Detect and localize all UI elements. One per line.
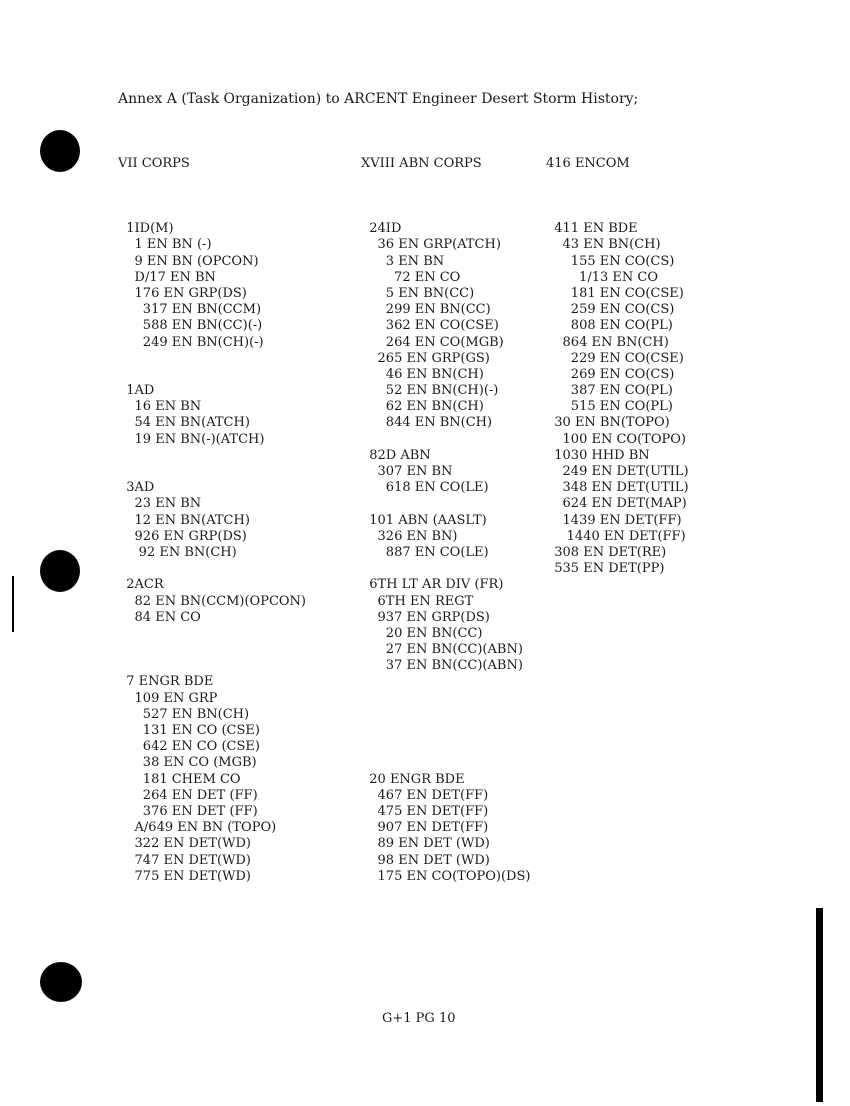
unit-line: 887 EN CO(LE) — [361, 544, 489, 560]
unit-line: 176 EN GRP(DS) — [118, 285, 247, 301]
unit-line: 3AD — [118, 480, 155, 496]
column-vii-corps — [118, 124, 306, 901]
unit-line: 101 ABN (AASLT) — [361, 512, 487, 528]
unit-line: 6TH EN REGT — [361, 593, 474, 609]
unit-line — [118, 561, 306, 577]
unit-line — [118, 626, 306, 642]
unit-line: 72 EN CO — [361, 269, 461, 285]
unit-line: 747 EN DET(WD) — [118, 852, 251, 868]
unit-line: 775 EN DET(WD) — [118, 868, 251, 884]
unit-line: 249 EN DET(UTIL) — [546, 464, 689, 480]
unit-line: 12 EN BN(ATCH) — [118, 512, 250, 528]
unit-line: 1 EN BN (-) — [118, 237, 212, 253]
unit-line: 265 EN GRP(GS) — [361, 350, 490, 366]
unit-line: 27 EN BN(CC)(ABN) — [361, 642, 523, 658]
unit-line: 37 EN BN(CC)(ABN) — [361, 658, 523, 674]
unit-line: 2ACR — [118, 577, 164, 593]
unit-line: 20 EN BN(CC) — [361, 625, 483, 641]
unit-line — [118, 642, 306, 658]
unit-line: 19 EN BN(-)(ATCH) — [118, 431, 265, 447]
unit-line: 907 EN DET(FF) — [361, 820, 489, 836]
unit-line: 6TH LT AR DIV (FR) — [361, 577, 504, 593]
unit-line: 1/13 EN CO — [546, 269, 658, 285]
unit-line: 89 EN DET (WD) — [361, 836, 490, 852]
unit-line: 155 EN CO(CS) — [546, 253, 675, 269]
unit-line — [118, 448, 306, 464]
unit-line: 317 EN BN(CCM) — [118, 302, 262, 318]
unit-line: 229 EN CO(CSE) — [546, 350, 684, 366]
unit-line: 16 EN BN — [118, 399, 202, 415]
unit-line: 937 EN GRP(DS) — [361, 609, 490, 625]
unit-line: 307 EN BN — [361, 464, 453, 480]
unit-line — [361, 707, 530, 723]
unit-line: 181 EN CO(CSE) — [546, 285, 684, 301]
unit-line — [361, 723, 530, 739]
unit-line: 1AD — [118, 383, 155, 399]
unit-line: 299 EN BN(CC) — [361, 302, 491, 318]
unit-line: 264 EN CO(MGB) — [361, 334, 504, 350]
document-title: Annex A (Task Organization) to ARCENT Engineer Desert Storm History; — [118, 91, 639, 107]
unit-line — [361, 205, 530, 221]
unit-line: 7 ENGR BDE — [118, 674, 214, 690]
unit-line: 3 EN BN — [361, 253, 445, 269]
column-header: 416 ENCOM — [546, 156, 630, 172]
scan-edge-mark-left — [12, 576, 14, 632]
unit-line: 54 EN BN(ATCH) — [118, 415, 250, 431]
scan-edge-bar-right — [816, 908, 823, 1102]
unit-line: 618 EN CO(LE) — [361, 480, 489, 496]
unit-line: 84 EN CO — [118, 609, 201, 625]
column-416-encom — [546, 124, 689, 594]
unit-line — [361, 691, 530, 707]
unit-line: 1439 EN DET(FF) — [546, 512, 682, 528]
unit-line: 467 EN DET(FF) — [361, 787, 489, 803]
unit-line — [118, 464, 306, 480]
unit-line: 181 CHEM CO — [118, 771, 241, 787]
unit-line: 515 EN CO(PL) — [546, 399, 673, 415]
unit-line: D/17 EN BN — [118, 269, 216, 285]
unit-line: 642 EN CO (CSE) — [118, 739, 260, 755]
unit-line: 411 EN BDE — [546, 221, 638, 237]
unit-line: 30 EN BN(TOPO) — [546, 415, 670, 431]
column-header: XVIII ABN CORPS — [361, 156, 482, 172]
unit-line: 326 EN BN) — [361, 528, 458, 544]
punch-hole-bottom — [40, 962, 82, 1002]
unit-line: 269 EN CO(CS) — [546, 366, 675, 382]
column-lines — [546, 205, 689, 577]
unit-line: 1440 EN DET(FF) — [546, 528, 686, 544]
unit-line: 36 EN GRP(ATCH) — [361, 237, 501, 253]
unit-line: 475 EN DET(FF) — [361, 803, 489, 819]
unit-line: 9 EN BN (OPCON) — [118, 253, 259, 269]
unit-line: 864 EN BN(CH) — [546, 334, 669, 350]
unit-line — [546, 205, 689, 221]
unit-line — [118, 367, 306, 383]
unit-line: 1030 HHD BN — [546, 447, 650, 463]
unit-line: 264 EN DET (FF) — [118, 787, 258, 803]
unit-line: 24ID — [361, 221, 402, 237]
unit-line: 5 EN BN(CC) — [361, 285, 475, 301]
unit-line — [361, 496, 530, 512]
unit-line: 43 EN BN(CH) — [546, 237, 661, 253]
unit-line: 175 EN CO(TOPO)(DS) — [361, 868, 531, 884]
unit-line: 362 EN CO(CSE) — [361, 318, 499, 334]
column-xviii-abn-corps — [361, 124, 530, 901]
unit-line: 100 EN CO(TOPO) — [546, 431, 686, 447]
unit-line: 348 EN DET(UTIL) — [546, 480, 689, 496]
unit-line — [361, 674, 530, 690]
unit-line: 624 EN DET(MAP) — [546, 496, 687, 512]
unit-line: 322 EN DET(WD) — [118, 836, 251, 852]
unit-line: 1ID(M) — [118, 221, 174, 237]
page-number: G+1 PG 10 — [382, 1011, 456, 1026]
unit-line: 926 EN GRP(DS) — [118, 528, 247, 544]
punch-hole-middle — [40, 550, 80, 592]
unit-line: 259 EN CO(CS) — [546, 302, 675, 318]
column-lines — [118, 205, 306, 885]
unit-line: 308 EN DET(RE) — [546, 544, 667, 560]
unit-line: A/649 EN BN (TOPO) — [118, 820, 277, 836]
unit-line — [361, 739, 530, 755]
unit-line — [361, 755, 530, 771]
punch-hole-top — [40, 130, 80, 172]
column-lines — [361, 205, 530, 885]
unit-line: 82 EN BN(CCM)(OPCON) — [118, 593, 307, 609]
unit-line: 109 EN GRP — [118, 690, 218, 706]
unit-line — [361, 432, 530, 448]
unit-line — [361, 561, 530, 577]
unit-line: 527 EN BN(CH) — [118, 706, 250, 722]
unit-line: 52 EN BN(CH)(-) — [361, 383, 499, 399]
unit-line: 82D ABN — [361, 447, 431, 463]
unit-line: 98 EN DET (WD) — [361, 852, 490, 868]
column-header: VII CORPS — [118, 156, 190, 172]
unit-line: 62 EN BN(CH) — [361, 399, 484, 415]
unit-line: 131 EN CO (CSE) — [118, 723, 260, 739]
unit-line: 387 EN CO(PL) — [546, 383, 673, 399]
unit-line — [118, 205, 306, 221]
unit-line — [118, 658, 306, 674]
unit-line: 46 EN BN(CH) — [361, 366, 484, 382]
unit-line: 38 EN CO (MGB) — [118, 755, 257, 771]
unit-line: 535 EN DET(PP) — [546, 561, 665, 577]
unit-line: 20 ENGR BDE — [361, 771, 465, 787]
unit-line: 376 EN DET (FF) — [118, 803, 258, 819]
unit-line — [118, 351, 306, 367]
unit-line: 92 EN BN(CH) — [118, 544, 237, 560]
unit-line: 808 EN CO(PL) — [546, 318, 673, 334]
unit-line: 588 EN BN(CC)(-) — [118, 318, 263, 334]
unit-line: 249 EN BN(CH)(-) — [118, 334, 264, 350]
unit-line: 23 EN BN — [118, 496, 202, 512]
unit-line: 844 EN BN(CH) — [361, 415, 493, 431]
